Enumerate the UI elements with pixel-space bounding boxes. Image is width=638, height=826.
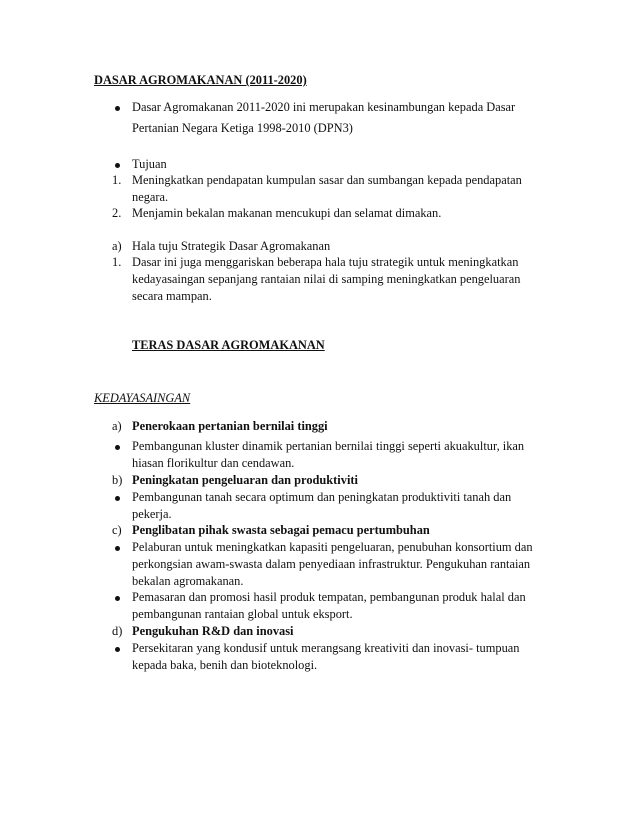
bullet-icon bbox=[115, 647, 120, 652]
teras-heading: TERAS DASAR AGROMAKANAN bbox=[132, 338, 325, 352]
tujuan-item-2-line-1: Menjamin bekalan makanan mencukupi dan selamat dimakan. bbox=[132, 206, 442, 220]
intro-line-1: Dasar Agromakanan 2011-2020 ini merupakan kesinambungan kepada Dasar bbox=[132, 100, 516, 114]
thrust-a-marker: a) bbox=[112, 419, 122, 433]
thrust-c-bullet-2-line-2: pembangunan rantaian global untuk eksport. bbox=[132, 607, 353, 621]
tujuan-item-1-marker: 1. bbox=[112, 173, 122, 187]
thrust-b-title: Peningkatan pengeluaran dan produktiviti bbox=[132, 473, 358, 487]
bullet-icon bbox=[115, 546, 120, 551]
thrust-a-title: Penerokaan pertanian bernilai tinggi bbox=[132, 419, 328, 433]
hala-tuju-line-2: kedayasaingan sepanjang rantaian nilai di samping meningkatkan pengeluaran bbox=[132, 272, 521, 286]
tujuan-label: Tujuan bbox=[132, 157, 167, 171]
thrust-c-bullet-1-line-1: Pelaburan untuk meningkatkan kapasiti pengeluaran, penubuhan konsortium dan bbox=[132, 540, 533, 554]
section-heading: KEDAYASAINGAN bbox=[94, 391, 191, 405]
hala-tuju-item-marker: 1. bbox=[112, 255, 122, 269]
thrust-d-marker: d) bbox=[112, 624, 123, 638]
hala-tuju-line-3: secara mampan. bbox=[132, 289, 212, 303]
thrust-a-bullet-1-line-1: Pembangunan kluster dinamik pertanian bernilai tinggi seperti akuakultur, ikan bbox=[132, 439, 525, 453]
thrust-d-bullet-1-line-2: kepada baka, benih dan bioteknologi. bbox=[132, 658, 318, 672]
bullet-icon bbox=[115, 163, 120, 168]
document-title: DASAR AGROMAKANAN (2011-2020) bbox=[94, 73, 307, 87]
thrust-b-marker: b) bbox=[112, 473, 123, 487]
hala-tuju-marker: a) bbox=[112, 239, 122, 253]
thrust-d-title: Pengukuhan R&D dan inovasi bbox=[132, 624, 294, 638]
thrust-b-bullet-1-line-1: Pembangunan tanah secara optimum dan peningkatan produktiviti tanah dan bbox=[132, 490, 512, 504]
hala-tuju-label: Hala tuju Strategik Dasar Agromakanan bbox=[132, 239, 331, 253]
thrust-c-marker: c) bbox=[112, 523, 122, 537]
bullet-icon bbox=[115, 596, 120, 601]
thrust-a-bullet-1-line-2: hiasan florikultur dan cendawan. bbox=[132, 456, 295, 470]
thrust-c-bullet-2-line-1: Pemasaran dan promosi hasil produk tempatan, pembangunan produk halal dan bbox=[132, 590, 526, 604]
thrust-c-title: Penglibatan pihak swasta sebagai pemacu pertumbuhan bbox=[132, 523, 430, 537]
thrust-c-bullet-1-line-3: bekalan agromakanan. bbox=[132, 574, 244, 588]
bullet-icon bbox=[115, 445, 120, 450]
tujuan-item-1-line-1: Meningkatkan pendapatan kumpulan sasar dan sumbangan kepada pendapatan bbox=[132, 173, 522, 187]
thrust-d-bullet-1-line-1: Persekitaran yang kondusif untuk merangsang kreativiti dan inovasi- tumpuan bbox=[132, 641, 520, 655]
bullet-icon bbox=[115, 106, 120, 111]
hala-tuju-line-1: Dasar ini juga menggariskan beberapa hala tuju strategik untuk meningkatkan bbox=[132, 255, 519, 269]
tujuan-item-1-line-2: negara. bbox=[132, 190, 169, 204]
thrust-b-bullet-1-line-2: pekerja. bbox=[132, 507, 172, 521]
intro-line-2: Pertanian Negara Ketiga 1998-2010 (DPN3) bbox=[132, 121, 353, 135]
thrust-c-bullet-1-line-2: perkongsian awam-swasta dalam penyediaan infrastruktur. Pengukuhan rantaian bbox=[132, 557, 531, 571]
tujuan-item-2-marker: 2. bbox=[112, 206, 122, 220]
bullet-icon bbox=[115, 496, 120, 501]
